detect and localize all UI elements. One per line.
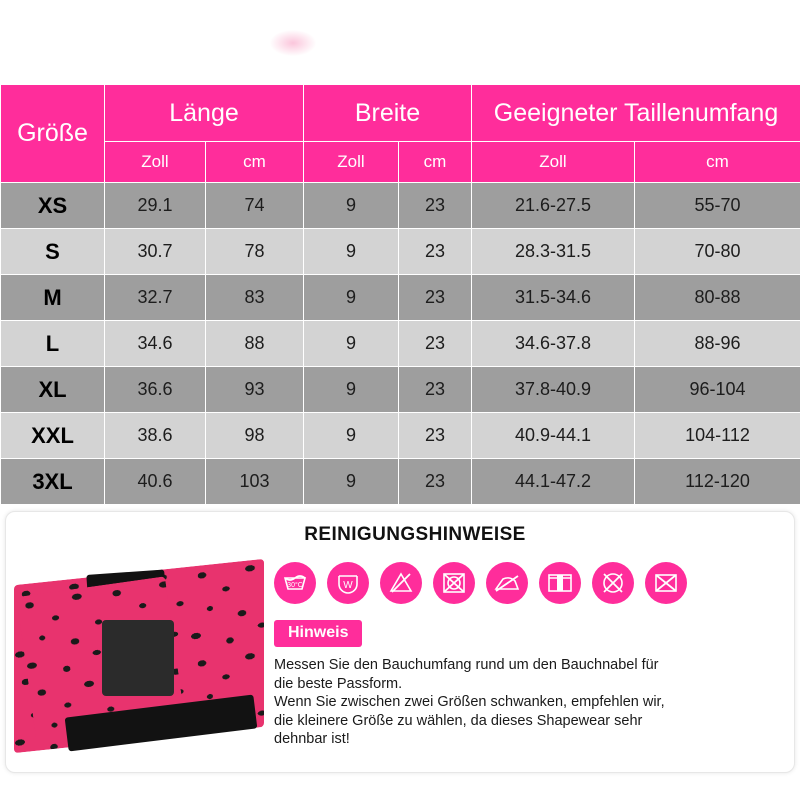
cell-width-cm: 23 <box>399 275 472 321</box>
no-iron-icon <box>486 562 528 604</box>
cell-length-inch: 30.7 <box>105 229 206 275</box>
cell-length-inch: 40.6 <box>105 459 206 505</box>
header-size: Größe <box>1 85 105 183</box>
cell-width-inch: 9 <box>304 183 399 229</box>
table-row <box>1 275 800 321</box>
care-title: REINIGUNGSHINWEISE <box>304 524 526 545</box>
cell-waist-inch: 37.8-40.9 <box>472 367 635 413</box>
table-row <box>1 413 800 459</box>
cell-width-cm: 23 <box>399 321 472 367</box>
hinweis-line: Wenn Sie zwischen zwei Größen schwanken, empfehlen wir, <box>274 694 665 711</box>
svg-text:30°C: 30°C <box>287 582 303 589</box>
care-right-column <box>264 546 794 768</box>
cell-width-inch: 9 <box>304 275 399 321</box>
cell-waist-cm: 88-96 <box>635 321 800 367</box>
product-illustration <box>6 546 264 768</box>
hinweis-line: dehnbar ist! <box>274 731 350 748</box>
no-tumble-dry-icon <box>433 562 475 604</box>
cell-waist-inch: 44.1-47.2 <box>472 459 635 505</box>
decorative-smudge <box>270 30 316 56</box>
table-row <box>1 367 800 413</box>
cell-waist-cm: 70-80 <box>635 229 800 275</box>
cell-width-inch: 9 <box>304 367 399 413</box>
cell-length-cm: 88 <box>206 321 304 367</box>
care-body <box>6 546 794 768</box>
cell-length-inch: 34.6 <box>105 321 206 367</box>
cell-width-inch: 9 <box>304 229 399 275</box>
table-body <box>1 183 800 505</box>
cell-waist-inch: 31.5-34.6 <box>472 275 635 321</box>
header-width-cm: cm <box>399 142 472 183</box>
care-icon-row <box>270 546 782 604</box>
cell-size: M <box>1 275 105 321</box>
hinweis-line: die kleinere Größe zu wählen, da dieses Shapewear sehr <box>274 712 643 729</box>
header-length-inch: Zoll <box>105 142 206 183</box>
cell-width-cm: 23 <box>399 229 472 275</box>
table-row <box>1 229 800 275</box>
no-wring-icon <box>645 562 687 604</box>
table-row <box>1 321 800 367</box>
table-row <box>1 459 800 505</box>
svg-text:W: W <box>343 580 353 591</box>
header-width-inch: Zoll <box>304 142 399 183</box>
cell-waist-cm: 104-112 <box>635 413 800 459</box>
hand-wash-icon <box>327 562 369 604</box>
cell-length-cm: 74 <box>206 183 304 229</box>
cell-length-cm: 83 <box>206 275 304 321</box>
header-length: Länge <box>105 85 304 142</box>
cell-length-cm: 98 <box>206 413 304 459</box>
cell-size: S <box>1 229 105 275</box>
size-table <box>0 84 800 505</box>
black-inner-panel <box>102 620 174 696</box>
cell-waist-inch: 21.6-27.5 <box>472 183 635 229</box>
cell-waist-inch: 28.3-31.5 <box>472 229 635 275</box>
cell-length-inch: 29.1 <box>105 183 206 229</box>
cell-width-inch: 9 <box>304 321 399 367</box>
cell-size: XL <box>1 367 105 413</box>
wash-30-icon <box>274 562 316 604</box>
no-dry-clean-icon <box>592 562 634 604</box>
cell-length-cm: 103 <box>206 459 304 505</box>
cell-width-inch: 9 <box>304 413 399 459</box>
cell-width-cm: 23 <box>399 183 472 229</box>
cell-size: L <box>1 321 105 367</box>
care-instructions-card <box>5 511 795 773</box>
hinweis-badge: Hinweis <box>274 620 362 647</box>
cell-length-inch: 32.7 <box>105 275 206 321</box>
header-waist: Geeigneter Taillenumfang <box>472 85 800 142</box>
table-row <box>1 183 800 229</box>
cell-waist-cm: 96-104 <box>635 367 800 413</box>
table-header <box>1 85 800 183</box>
cell-length-inch: 38.6 <box>105 413 206 459</box>
hinweis-line: Messen Sie den Bauchumfang rund um den Bauchnabel für <box>274 657 659 673</box>
cell-length-inch: 36.6 <box>105 367 206 413</box>
cell-size: XXL <box>1 413 105 459</box>
top-whitespace <box>0 0 800 84</box>
hinweis-line: die beste Passform. <box>274 675 403 692</box>
cell-waist-cm: 80-88 <box>635 275 800 321</box>
cell-width-cm: 23 <box>399 459 472 505</box>
cell-length-cm: 78 <box>206 229 304 275</box>
header-waist-inch: Zoll <box>472 142 635 183</box>
cell-waist-cm: 55-70 <box>635 183 800 229</box>
header-width: Breite <box>304 85 472 142</box>
cell-waist-inch: 34.6-37.8 <box>472 321 635 367</box>
header-length-cm: cm <box>206 142 304 183</box>
cell-width-inch: 9 <box>304 459 399 505</box>
header-waist-cm: cm <box>635 142 800 183</box>
cell-width-cm: 23 <box>399 413 472 459</box>
hang-dry-icon <box>539 562 581 604</box>
hinweis-text <box>274 656 782 749</box>
no-bleach-icon <box>380 562 422 604</box>
cell-length-cm: 93 <box>206 367 304 413</box>
cell-size: 3XL <box>1 459 105 505</box>
cell-waist-cm: 112-120 <box>635 459 800 505</box>
cell-waist-inch: 40.9-44.1 <box>472 413 635 459</box>
cell-width-cm: 23 <box>399 367 472 413</box>
cell-size: XS <box>1 183 105 229</box>
